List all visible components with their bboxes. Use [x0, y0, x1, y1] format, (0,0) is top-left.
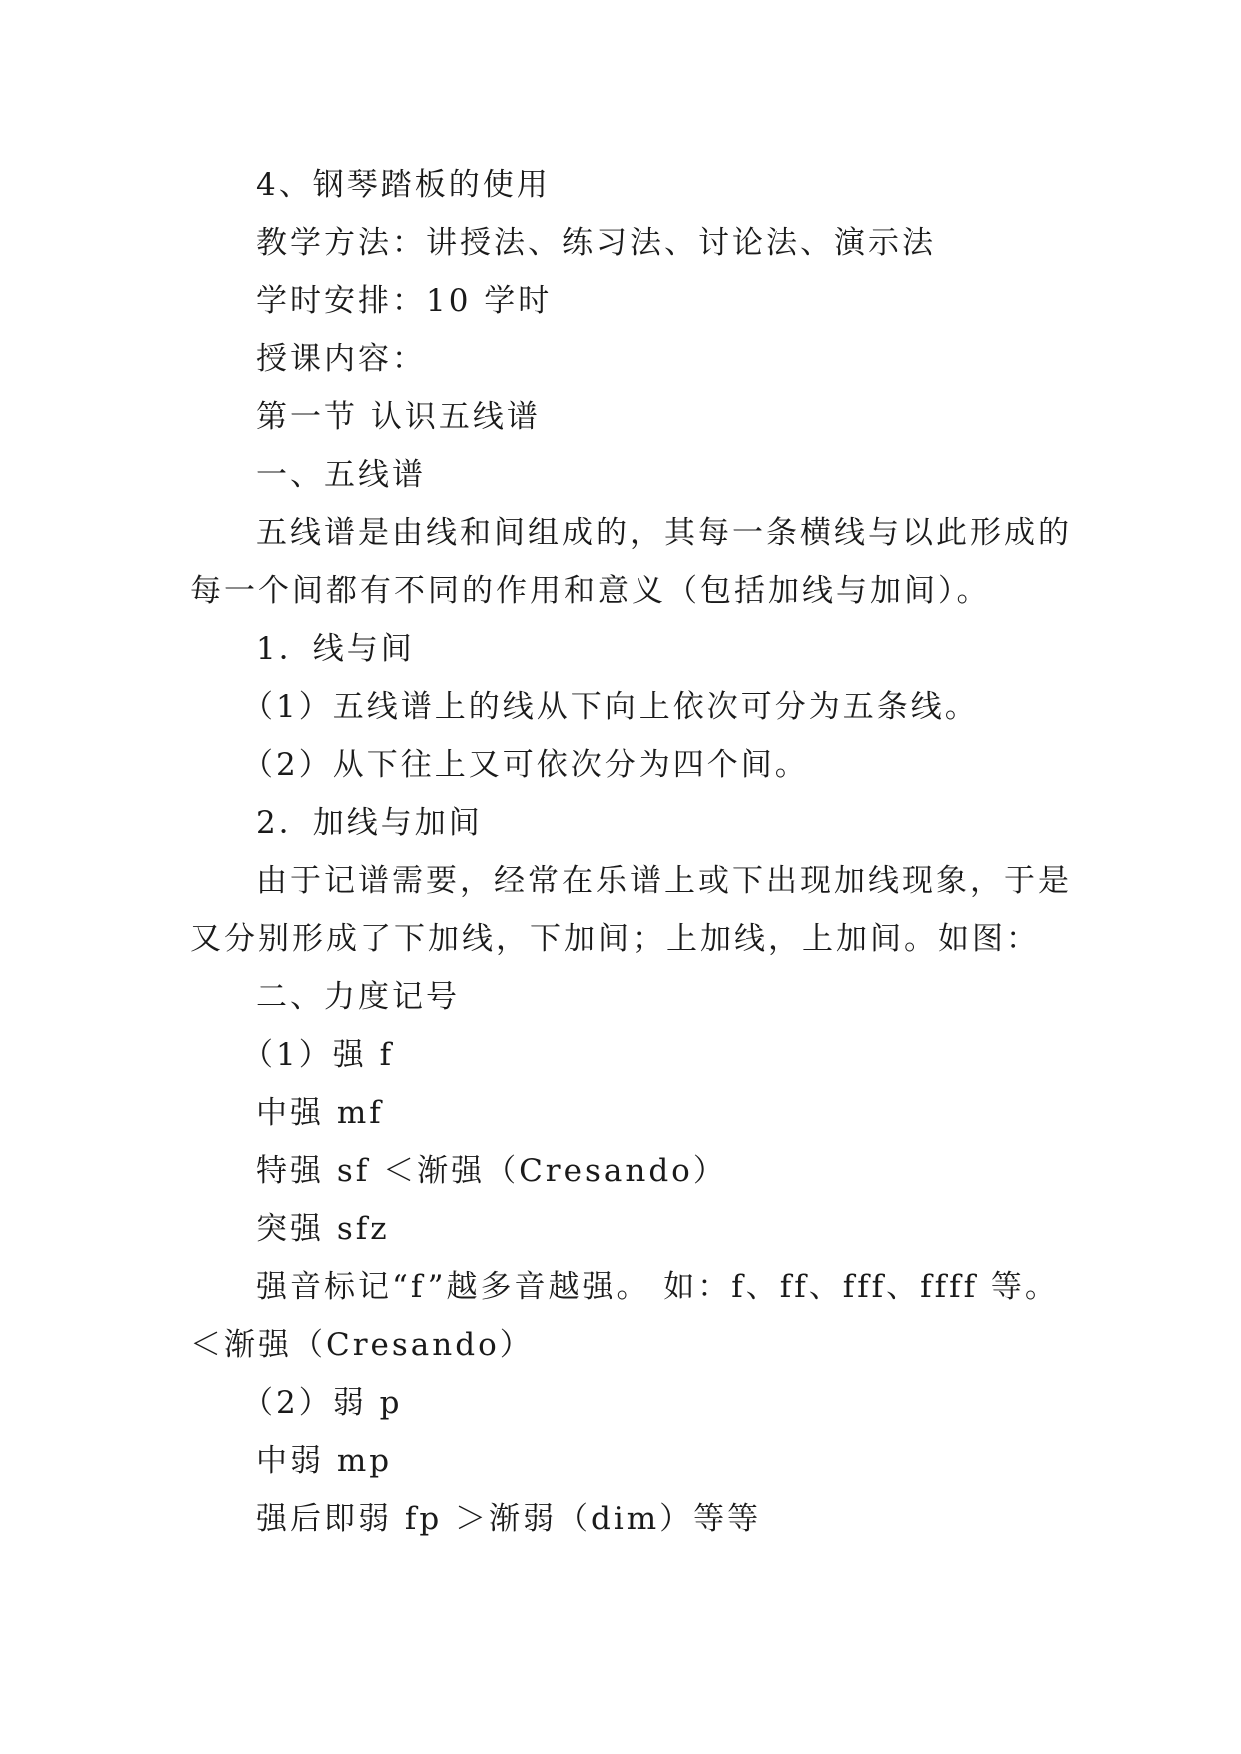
item-ledger-lines: 2．加线与加间	[256, 805, 483, 841]
paragraph-ledger-line-2: 又分别形成了下加线，下加间；上加线，上加间。如图：	[190, 921, 1040, 957]
dynamic-mezzo-forte: 中强 mf	[256, 1095, 384, 1131]
dynamic-fortepiano: 强后即弱 fp ＞渐弱（dim）等等	[256, 1501, 762, 1537]
dynamic-forte: （1）强 f	[242, 1037, 395, 1073]
item-lines-spaces: 1．线与间	[256, 631, 415, 667]
dynamic-piano: （2）弱 p	[242, 1385, 403, 1421]
section-title: 第一节 认识五线谱	[256, 399, 541, 435]
item-five-lines: （1）五线谱上的线从下向上依次可分为五条线。	[242, 689, 979, 725]
list-item-piano-pedal: 4、钢琴踏板的使用	[256, 167, 551, 203]
item-four-spaces: （2）从下往上又可依次分为四个间。	[242, 747, 809, 783]
paragraph-accent-line-1: 强音标记“f”越多音越强。 如：f、ff、fff、ffff 等。	[256, 1269, 1059, 1305]
class-hours: 学时安排：10 学时	[256, 283, 553, 319]
subsection-staff: 一、五线谱	[256, 457, 426, 493]
paragraph-staff-line-1: 五线谱是由线和间组成的，其每一条横线与以此形成的	[256, 515, 1072, 551]
content-heading: 授课内容：	[256, 341, 426, 377]
dynamic-sforzando: 特强 sf ＜渐强（Cresando）	[256, 1153, 727, 1189]
subsection-dynamics: 二、力度记号	[256, 979, 460, 1015]
dynamic-sfz: 突强 sfz	[256, 1211, 390, 1247]
dynamic-mezzo-piano: 中弱 mp	[256, 1443, 393, 1479]
paragraph-ledger-line-1: 由于记谱需要，经常在乐谱上或下出现加线现象，于是	[256, 863, 1072, 899]
paragraph-accent-line-2: ＜渐强（Cresando）	[190, 1327, 534, 1363]
teaching-methods: 教学方法：讲授法、练习法、讨论法、演示法	[256, 225, 936, 261]
paragraph-staff-line-2: 每一个间都有不同的作用和意义（包括加线与加间）。	[190, 573, 991, 609]
